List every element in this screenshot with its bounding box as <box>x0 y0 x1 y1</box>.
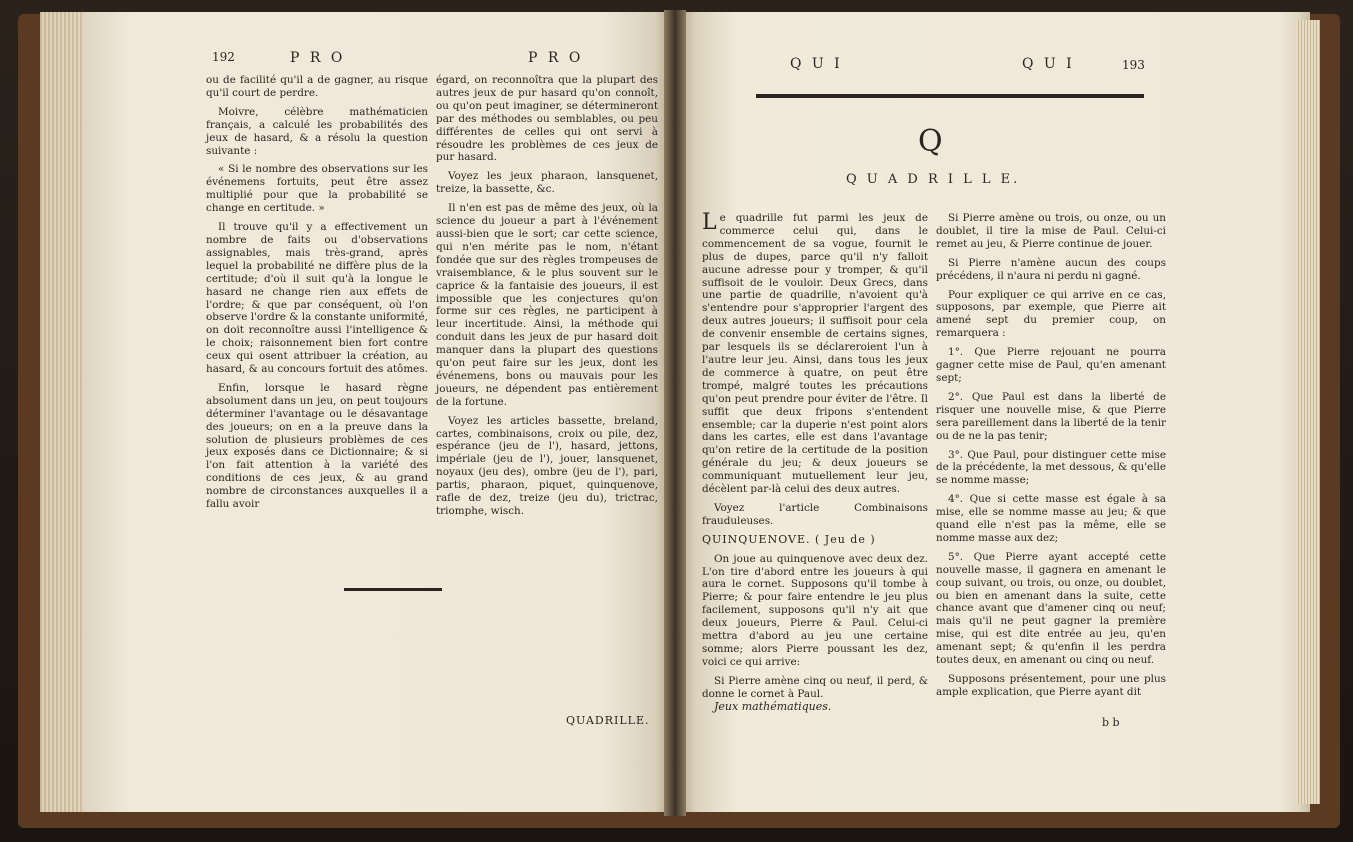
paragraph-text: e quadrille fut parmi les jeux de commerce celui qui, dans le commencement de sa vogue, fournit le plus de dupes, parce qu'il n'y falloit aucune adresse pour y tromper, & qu'il suffisoit de le vouloir. Deux Grecs, dans une partie de quadrille, n'avoient qu'à s'entendre pour s'approprier l'argent des deux autres joueurs; il suffisoit pour cela de convenir ensemble de certains signes, par lesquels ils se déclareroient l'un à l'autre leur jeu. Ainsi, dans tous les jeux de commerce à quatre, on peut être trompé, malgré toutes les précautions qu'on peut prendre pour éviter de l'être. Il suffit que deux fripons s'entendent ensemble; car la duperie n'est point alors dans les cartes, elle est dans l'avantage qu'on retire de la certitude de la position générale du jeu; & deux joueurs se communiquant mutuellement leur jeu, décèlent par-là celui des deux autres. <box>702 212 928 496</box>
book-gutter <box>664 10 686 816</box>
right-column-2 <box>936 212 1166 705</box>
right-column-1 <box>702 212 928 707</box>
paragraph: Moivre, célèbre mathématicien français, a calculé les probabilités des jeux de hasard, & a résolu la question suivante : <box>206 105 428 157</box>
section-letter: Q <box>918 124 943 159</box>
paragraph: Voyez les jeux pharaon, lansquenet, treize, la bassette, &c. <box>436 170 658 196</box>
page-number-left: 192 <box>212 50 235 64</box>
paragraph: 5°. Que Pierre ayant accepté cette nouvelle masse, il gagnera en amenant le coup suivant, ou trois, ou onze, ou doublet, ou bien en amenant dans la suite, cette chance avant que d'amener cinq ou neuf; mais qu'il ne peut gagner la première mise, qui est dite entrée au jeu, qu'en amenant sept; & qu'enfin il les perdra toutes deux, en amenant ou cinq ou neuf. <box>936 550 1166 667</box>
paragraph: 4°. Que si cette masse est égale à sa mise, elle se nomme masse au jeu; & que quand elle n'est pas la même, elle se nomme masse aux dez; <box>936 493 1166 544</box>
catchword: QUADRILLE. <box>566 714 650 727</box>
paragraph: Il trouve qu'il y a effectivement un nombre de faits ou d'observations assignables, mais très-grand, après lequel la probabilité ne diffère plus de la certitude; d'où il suit qu'à la longue le hasard ne change rien aux effets de l'ordre; & que par conséquent, où l'on observe l'ordre & la constante uniformité, on doit reconnoître aussi l'intelligence & le choix; raisonnement bien fort contre ceux qui osent attribuer la création, au hasard, & au concours fortuit des atômes. <box>206 221 428 376</box>
running-head-right-2: Q U I <box>1022 56 1075 72</box>
left-page <box>40 12 670 812</box>
paragraph: 2°. Que Paul est dans la liberté de risquer une nouvelle mise, & que Pierre sera pareillement dans la liberté de la tenir ou de ne la pas tenir; <box>936 390 1166 442</box>
running-head-right-1: Q U I <box>790 56 843 72</box>
source-note: Jeux mathématiques. <box>714 700 832 713</box>
signature-mark: b b <box>1102 716 1120 729</box>
paragraph: « Si le nombre des observations sur les événemens fortuits, peut être assez multiplié pour que la probabilité se change en certitude. » <box>206 163 428 215</box>
paragraph: On joue au quinquenove avec deux dez. L'on tire d'abord entre les joueurs à qui aura le cornet. Supposons qu'il tombe à Pierre; & pour faire entendre le jeu plus facilement, supposons qu'il n'y ait que deux joueurs, Pierre & Paul. Celui-ci mettra d'abord au jeu une certaine somme; alors Pierre poussant les dez, voici ce qui arrive: <box>702 552 928 668</box>
article-title: Q U A D R I L L E. <box>846 172 1021 187</box>
running-head-left-1: P R O <box>290 50 346 66</box>
paragraph: Pour expliquer ce qui arrive en ce cas, supposons, par exemple, que Pierre ait amené sept du premier coup, on remarquera : <box>936 288 1166 340</box>
end-rule <box>344 588 442 591</box>
page-number-right: 193 <box>1122 58 1145 72</box>
paragraph: ou de facilité qu'il a de gagner, au risque qu'il court de perdre. <box>206 74 428 99</box>
paragraph: Voyez l'article Combinaisons frauduleuses. <box>702 501 928 527</box>
paragraph: Si Pierre amène ou trois, ou onze, ou un doublet, il tire la mise de Paul. Celui-ci remet au jeu, & Pierre continue de jouer. <box>936 212 1166 250</box>
paragraph: 3°. Que Paul, pour distinguer cette mise de la précédente, la met dessous, & qu'elle se nomme masse; <box>936 448 1166 487</box>
left-column-2 <box>436 74 658 524</box>
drop-cap: L <box>702 210 717 235</box>
paragraph: Supposons présentement, pour une plus ample explication, que Pierre ayant dit <box>936 673 1166 698</box>
left-column-1 <box>206 74 428 517</box>
paragraph: Il n'en est pas de même des jeux, où la science du joueur a part à l'événement aussi-bien que le sort; car cette science, qui n'en mérite pas le nom, n'étant fondée que sur des règles trompeuses de vraisemblance, & le plus souvent sur le caprice & la fantaisie des joueurs, il est impossible que les conjectures qu'on forme sur ces règles, ne participent à leur incertitude. Ainsi, la méthode qui conduit dans les jeux de pur hasard doit manquer dans la plupart des questions qu'on peut faire sur les jeux, dont les événemens, bons ou mauvais pour les joueurs, ne dépendent pas entièrement de la fortune. <box>436 202 658 408</box>
page-edges-left <box>40 12 82 812</box>
right-page <box>678 12 1310 812</box>
paragraph: Si Pierre amène cinq ou neuf, il perd, & donne le cornet à Paul. <box>702 674 928 700</box>
paragraph: égard, on reconnoîtra que la plupart des autres jeux de pur hasard qu'on connoît, ou qu'on peut imaginer, se détermineront par des méthodes ou semblables, ou peu différentes de celles qui ont servi à résoudre les problèmes de ces jeux de pur hasard. <box>436 74 658 164</box>
head-rule <box>756 94 1144 98</box>
paragraph: Voyez les articles bassette, breland, cartes, combinaisons, croix ou pile, dez, espérance (jeu de l'), hasard, jettons, impériale (jeu de l'), jouer, lansquenet, noyaux (jeu des), ombre (jeu de l'), pari, partis, pharaon, piquet, quinquenove, rafle de dez, treize (jeu du), trictrac, triomphe, wisch. <box>436 414 658 517</box>
running-head-left-2: P R O <box>528 50 584 66</box>
paragraph <box>702 212 928 496</box>
page-edges-right <box>1296 20 1320 804</box>
section-heading: QUINQUENOVE. ( Jeu de ) <box>702 532 876 546</box>
paragraph: 1°. Que Pierre rejouant ne pourra gagner cette mise de Paul, qu'en amenant sept; <box>936 346 1166 384</box>
paragraph: Si Pierre n'amène aucun des coups précédens, il n'aura ni perdu ni gagné. <box>936 256 1166 282</box>
paragraph: Enfin, lorsque le hasard règne absolument dans un jeu, on peut toujours déterminer l'avantage ou le désavantage des joueurs; on en a la preuve dans la solution de plusieurs problèmes de ces jeux exposés dans ce Dictionnaire; & si l'on fait attention à la variété des conditions de ces jeux, & au grand nombre de circonstances auxquelles il a fallu avoir <box>206 381 428 511</box>
